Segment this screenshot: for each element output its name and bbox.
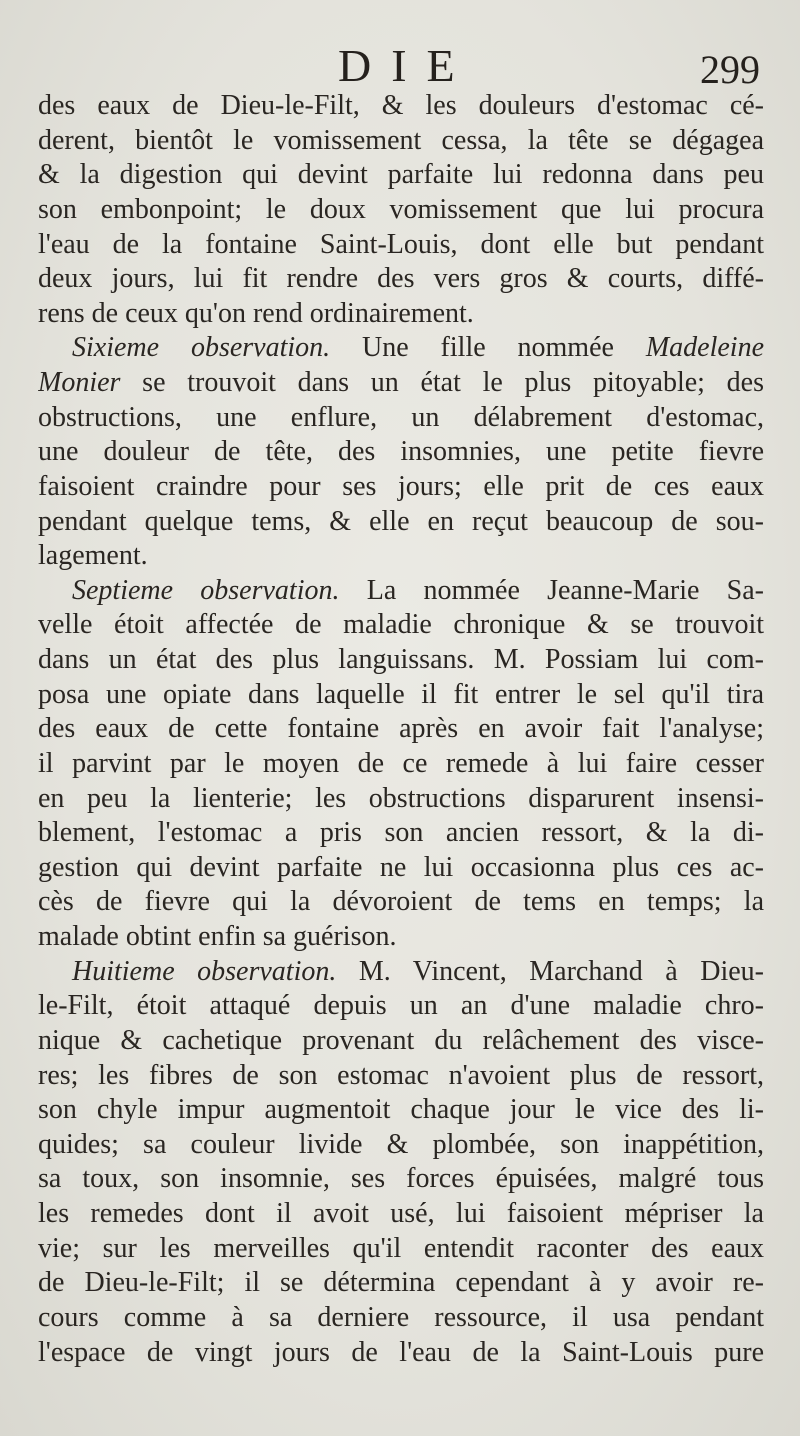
text-line xyxy=(38,262,764,297)
text-line xyxy=(38,678,764,713)
text-segment: sa toux, son insomnie, ses forces épuisées, malgré tous xyxy=(38,1163,764,1195)
text-line xyxy=(38,1301,764,1336)
text-segment: des eaux de cette fontaine après en avoir fait l'analyse; xyxy=(38,713,764,745)
italic-text: Huitieme observation. xyxy=(72,955,337,987)
text-segment: cès de fievre qui la dévoroient de tems en temps; la xyxy=(38,886,764,918)
text-line xyxy=(38,124,764,159)
text-segment: vie; sur les merveilles qu'il entendit raconter des eaux xyxy=(38,1232,764,1264)
text-segment: son embonpoint; le doux vomissement que lui procura xyxy=(38,193,764,225)
text-line xyxy=(38,505,764,540)
text-line xyxy=(38,712,764,747)
text-line xyxy=(38,643,764,678)
text-segment: lagement. xyxy=(38,540,148,572)
text-line xyxy=(38,1336,764,1371)
text-segment: son chyle impur augmentoit chaque jour le vice des li- xyxy=(38,1094,764,1126)
text-line xyxy=(38,816,764,851)
text-segment: gestion qui devint parfaite ne lui occasionna plus ces ac- xyxy=(38,851,764,883)
text-segment: obstructions, une enflure, un délabrement d'estomac, xyxy=(38,401,764,433)
text-line xyxy=(38,401,764,436)
text-segment: deux jours, lui fit rendre des vers gros & courts, diffé- xyxy=(38,263,764,295)
text-segment: le-Filt, étoit attaqué depuis un an d'une maladie chro- xyxy=(38,990,764,1022)
italic-text: Sixieme observation. xyxy=(72,332,331,364)
text-segment: blement, l'estomac a pris son ancien ressort, & la di- xyxy=(38,817,764,849)
italic-text: Madeleine xyxy=(645,332,764,364)
text-line xyxy=(38,193,764,228)
text-segment: res; les fibres de son estomac n'avoient plus de ressort, xyxy=(38,1059,764,1091)
text-segment: posa une opiate dans laquelle il fit entrer le sel qu'il tira xyxy=(38,678,764,710)
text-segment: & la digestion qui devint parfaite lui redonna dans peu xyxy=(38,159,764,191)
text-line xyxy=(38,158,764,193)
text-segment: l'eau de la fontaine Saint-Louis, dont elle but pendant xyxy=(38,228,764,260)
text-segment: quides; sa couleur livide & plombée, son inappétition, xyxy=(38,1128,764,1160)
text-segment: faisoient craindre pour ses jours; elle prit de ces eaux xyxy=(38,470,764,502)
body-text xyxy=(38,89,764,1370)
text-line xyxy=(38,470,764,505)
text-line xyxy=(38,1232,764,1267)
text-line xyxy=(38,1024,764,1059)
text-line xyxy=(38,539,764,574)
text-line xyxy=(38,89,764,124)
page-header xyxy=(0,36,800,96)
text-line xyxy=(38,297,764,332)
text-line xyxy=(38,1197,764,1232)
text-segment: nique & cachetique provenant du relâchement des visce- xyxy=(38,1024,764,1056)
text-line xyxy=(38,851,764,886)
text-segment: derent, bientôt le vomissement cessa, la tête se dégagea xyxy=(38,124,764,156)
text-segment: La nommée Jeanne-Marie Sa- xyxy=(339,574,764,606)
italic-text: Monier xyxy=(38,367,121,398)
text-segment: cours comme à sa derniere ressource, il usa pendant xyxy=(38,1301,764,1333)
text-line xyxy=(38,435,764,470)
text-line xyxy=(38,608,764,643)
running-head: DIE xyxy=(338,40,475,91)
text-line xyxy=(38,747,764,782)
text-line xyxy=(38,782,764,817)
text-segment: dans un état des plus languissans. M. Possiam lui com- xyxy=(38,644,764,675)
text-line xyxy=(38,574,764,609)
text-segment: velle étoit affectée de maladie chronique & se trouvoit xyxy=(38,609,764,641)
text-segment: Une fille nommée xyxy=(330,332,646,364)
text-segment: de Dieu-le-Filt; il se détermina cependant à y avoir re- xyxy=(38,1267,764,1299)
text-segment: se trouvoit dans un état le plus pitoyable; des xyxy=(120,367,764,398)
italic-text: Septieme observation. xyxy=(72,574,340,606)
text-line xyxy=(38,228,764,263)
text-segment: en peu la lienterie; les obstructions disparurent insensi- xyxy=(38,782,764,814)
text-segment: M. Vincent, Marchand à Dieu- xyxy=(336,955,764,987)
text-segment: des eaux de Dieu-le-Filt, & les douleurs d'estomac cé- xyxy=(38,90,764,121)
text-line xyxy=(38,920,764,955)
text-line xyxy=(38,989,764,1024)
text-line xyxy=(38,1266,764,1301)
text-line xyxy=(38,1162,764,1197)
text-line xyxy=(38,1059,764,1094)
text-segment: il parvint par le moyen de ce remede à lui faire cesser xyxy=(38,747,764,779)
page-number: 299 xyxy=(700,47,760,92)
text-line xyxy=(38,1128,764,1163)
text-line xyxy=(38,331,764,366)
text-segment: pendant quelque tems, & elle en reçut beaucoup de sou- xyxy=(38,505,764,537)
text-segment: une douleur de tête, des insomnies, une petite fievre xyxy=(38,436,764,468)
text-line xyxy=(38,955,764,990)
text-line xyxy=(38,366,764,401)
text-segment: les remedes dont il avoit usé, lui faisoient mépriser la xyxy=(38,1198,764,1229)
text-segment: l'espace de vingt jours de l'eau de la Saint-Louis pure xyxy=(38,1336,764,1368)
text-line xyxy=(38,1093,764,1128)
text-line xyxy=(38,885,764,920)
text-segment: rens de ceux qu'on rend ordinairement. xyxy=(38,297,474,329)
text-segment: malade obtint enfin sa guérison. xyxy=(38,921,397,952)
